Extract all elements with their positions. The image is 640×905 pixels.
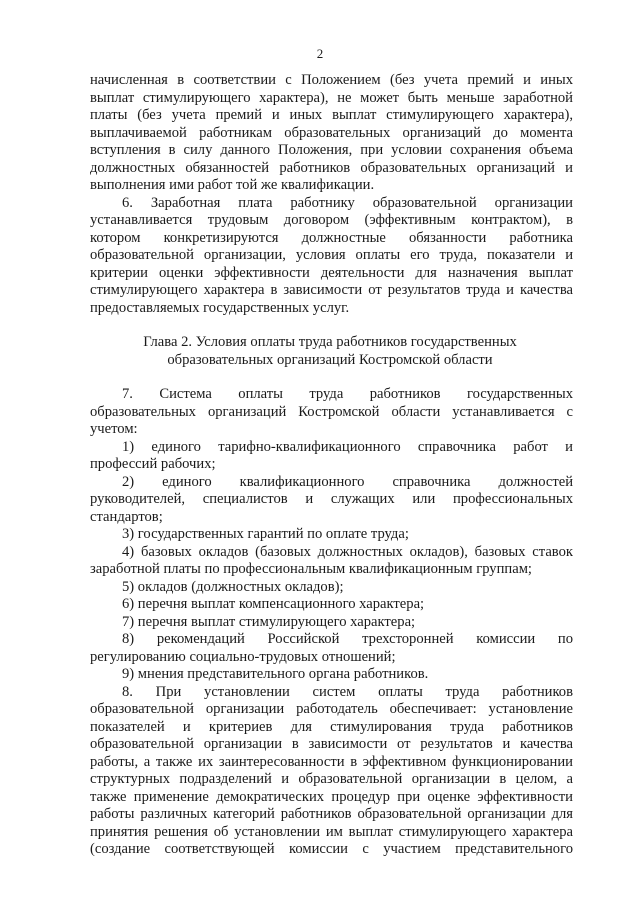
text-line: 5) окладов (должностных окладов); bbox=[122, 579, 344, 595]
text-line: 8) рекомендаций Российской трехсторонней комиссии по bbox=[122, 631, 573, 647]
text-line: заработной платы по профессиональным квалификационным группам; bbox=[90, 561, 532, 577]
text-line: устанавливается трудовым договором (эффективным контрактом), в bbox=[90, 212, 573, 228]
text-line: работы, а также их заинтересованности в эффективном функционировании bbox=[90, 754, 573, 770]
text-line: выплат стимулирующего характера), не может быть меньше заработной bbox=[90, 90, 573, 106]
text-line: структурных подразделений и образовательной организации в целом, а bbox=[90, 771, 573, 787]
text-line: работы различных категорий работников образовательной организации для bbox=[90, 806, 573, 822]
text-line: образовательной организации работодатель обеспечивает: установление bbox=[90, 701, 573, 717]
chapter-heading: Глава 2. Условия оплаты труда работников государственных bbox=[143, 334, 517, 350]
text-line: руководителей, специалистов и служащих или профессиональных bbox=[90, 491, 573, 507]
text-line: предоставляемых государственных услуг. bbox=[90, 300, 350, 316]
text-line: 7. Система оплаты труда работников государственных bbox=[122, 386, 573, 402]
text-line: выплачиваемой работникам образовательных организаций до момента bbox=[90, 125, 573, 141]
text-line: выполнения ими работ той же квалификации. bbox=[90, 177, 375, 193]
text-line: платы (без учета премий и иных выплат стимулирующего характера), bbox=[90, 107, 573, 123]
text-line: стимулирующего характера в зависимости от результатов труда и качества bbox=[90, 282, 573, 298]
text-line: профессий рабочих; bbox=[90, 456, 216, 472]
text-line: также применение демократических процедур при оценке эффективности bbox=[90, 789, 573, 805]
text-line: котором конкретизируются должностные обязанности работника bbox=[90, 230, 573, 246]
text-line: 2) единого квалификационного справочника должностей bbox=[122, 474, 573, 490]
text-line: показателей и критериев для стимулирования труда работников bbox=[90, 719, 573, 735]
text-line: должностных обязанностей работников образовательных организаций и bbox=[90, 160, 573, 176]
text-line: 9) мнения представительного органа работников. bbox=[122, 666, 429, 682]
text-line: принятия решения об установлении им выплат стимулирующего характера bbox=[90, 824, 573, 840]
text-line: регулированию социально-трудовых отношений; bbox=[90, 649, 396, 665]
text-line: (создание соответствующей комиссии с участием представительного bbox=[90, 841, 573, 857]
text-line: 6) перечня выплат компенсационного характера; bbox=[122, 596, 425, 612]
text-line: 1) единого тарифно-квалификационного справочника работ и bbox=[122, 439, 573, 455]
text-line: учетом: bbox=[90, 421, 138, 437]
text-line: 7) перечня выплат стимулирующего характера; bbox=[122, 614, 416, 630]
text-line: начисленная в соответствии с Положением (без учета премий и иных bbox=[90, 72, 573, 88]
text-line: стандартов; bbox=[90, 509, 163, 525]
text-line: образовательной организации, условия оплаты его труда, показатели и bbox=[90, 247, 573, 263]
text-line: 6. Заработная плата работнику образовательной организации bbox=[122, 195, 573, 211]
text-line: 8. При установлении систем оплаты труда работников bbox=[122, 684, 573, 700]
text-line: образовательной организации в зависимости от результатов и качества bbox=[90, 736, 573, 752]
text-line: 3) государственных гарантий по оплате труда; bbox=[122, 526, 409, 542]
text-line: образовательных организаций Костромской области устанавливается с bbox=[90, 404, 573, 420]
chapter-heading: образовательных организаций Костромской области bbox=[167, 352, 493, 368]
text-line: вступления в силу данного Положения, при условии сохранения объема bbox=[90, 142, 573, 158]
page-number: 2 bbox=[316, 46, 324, 61]
text-line: критерии оценки эффективности деятельности для назначения выплат bbox=[90, 265, 573, 281]
text-line: 4) базовых окладов (базовых должностных окладов), базовых ставок bbox=[122, 544, 573, 560]
